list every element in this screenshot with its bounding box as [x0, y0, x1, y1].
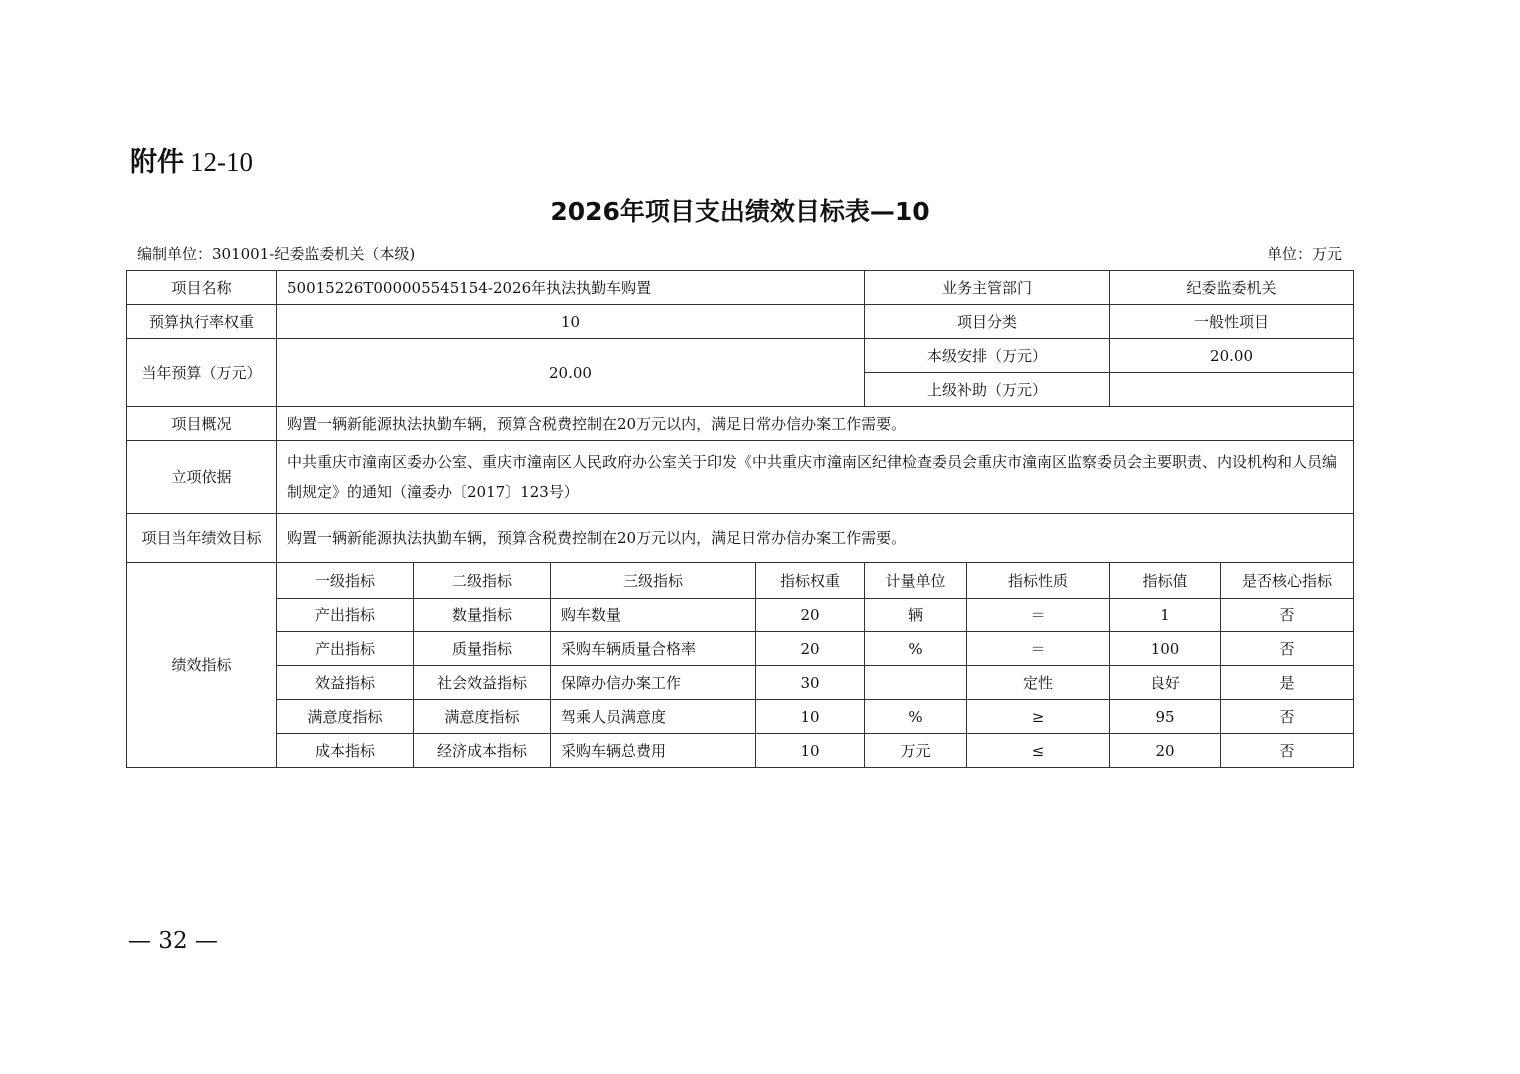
budget-value: 20.00	[277, 339, 865, 407]
core-cell: 否	[1221, 700, 1354, 734]
compiling-unit: 编制单位：301001-纪委监委机关（本级)	[137, 245, 416, 263]
weight-cell: 20	[756, 632, 865, 666]
local-budget-label: 本级安排（万元）	[865, 339, 1110, 373]
level3-cell: 保障办信办案工作	[551, 666, 756, 700]
nature-cell: ≥	[967, 700, 1110, 734]
unit-cell	[865, 666, 967, 700]
level3-cell: 购车数量	[551, 599, 756, 632]
core-cell: 否	[1221, 599, 1354, 632]
row-annual-goal	[127, 514, 1354, 563]
weight-label: 预算执行率权重	[127, 305, 277, 339]
unit-cell: %	[865, 632, 967, 666]
budget-label: 当年预算（万元）	[127, 339, 277, 407]
unit-cell: 辆	[865, 599, 967, 632]
nature-cell: ＝	[967, 632, 1110, 666]
attachment-number: 12-10	[190, 147, 253, 177]
category-label: 项目分类	[865, 305, 1110, 339]
basis-value: 中共重庆市潼南区委办公室、重庆市潼南区人民政府办公室关于印发《中共重庆市潼南区纪律检查委员会重庆市潼南区监察委员会主要职责、内设机构和人员编制规定》的通知（潼委办〔2017〕123号）	[277, 441, 1354, 514]
level1-cell: 满意度指标	[277, 700, 414, 734]
core-cell: 否	[1221, 632, 1354, 666]
nature-cell: 定性	[967, 666, 1110, 700]
row-budget	[127, 339, 1354, 373]
category-value: 一般性项目	[1110, 305, 1354, 339]
header-unit: 计量单位	[865, 563, 967, 599]
page-number: — 32 —	[128, 928, 218, 954]
basis-label: 立项依据	[127, 441, 277, 514]
level1-cell: 产出指标	[277, 632, 414, 666]
level1-cell: 效益指标	[277, 666, 414, 700]
weight-value: 10	[277, 305, 865, 339]
header-level3: 三级指标	[551, 563, 756, 599]
annual-goal-label: 项目当年绩效目标	[127, 514, 277, 563]
header-level2: 二级指标	[414, 563, 551, 599]
unit-cell: 万元	[865, 734, 967, 768]
level2-cell: 满意度指标	[414, 700, 551, 734]
core-cell: 否	[1221, 734, 1354, 768]
indicator-row	[127, 599, 1354, 632]
project-name-label: 项目名称	[127, 271, 277, 305]
performance-target-table	[126, 270, 1354, 768]
unit-cell: %	[865, 700, 967, 734]
level1-cell: 成本指标	[277, 734, 414, 768]
indicator-row	[127, 734, 1354, 768]
level2-cell: 经济成本指标	[414, 734, 551, 768]
header-core: 是否核心指标	[1221, 563, 1354, 599]
level3-cell: 采购车辆总费用	[551, 734, 756, 768]
value-cell: 1	[1110, 599, 1221, 632]
weight-cell: 10	[756, 734, 865, 768]
header-level1: 一级指标	[277, 563, 414, 599]
dept-label: 业务主管部门	[865, 271, 1110, 305]
indicator-row	[127, 666, 1354, 700]
weight-cell: 10	[756, 700, 865, 734]
attachment-word: 附件	[130, 147, 184, 178]
nature-cell: ＝	[967, 599, 1110, 632]
level2-cell: 数量指标	[414, 599, 551, 632]
indicator-header-row	[127, 563, 1354, 599]
indicators-section-label: 绩效指标	[127, 563, 277, 768]
value-cell: 95	[1110, 700, 1221, 734]
row-basis	[127, 441, 1354, 514]
dept-value: 纪委监委机关	[1110, 271, 1354, 305]
value-cell: 100	[1110, 632, 1221, 666]
value-cell: 良好	[1110, 666, 1221, 700]
upper-subsidy-value	[1110, 373, 1354, 407]
upper-subsidy-label: 上级补助（万元）	[865, 373, 1110, 407]
currency-unit: 单位：万元	[1266, 245, 1342, 263]
header-value: 指标值	[1110, 563, 1221, 599]
project-name-value: 50015226T000005545154-2026年执法执勤车购置	[277, 271, 865, 305]
row-weight	[127, 305, 1354, 339]
level3-cell: 驾乘人员满意度	[551, 700, 756, 734]
nature-cell: ≤	[967, 734, 1110, 768]
overview-value: 购置一辆新能源执法执勤车辆，预算含税费控制在20万元以内，满足日常办信办案工作需要。	[277, 407, 1354, 441]
overview-label: 项目概况	[127, 407, 277, 441]
level3-cell: 采购车辆质量合格率	[551, 632, 756, 666]
level1-cell: 产出指标	[277, 599, 414, 632]
level2-cell: 社会效益指标	[414, 666, 551, 700]
page-title: 2026年项目支出绩效目标表—10	[550, 197, 930, 226]
row-overview	[127, 407, 1354, 441]
indicator-row	[127, 700, 1354, 734]
indicator-row	[127, 632, 1354, 666]
header-weight: 指标权重	[756, 563, 865, 599]
header-nature: 指标性质	[967, 563, 1110, 599]
weight-cell: 20	[756, 599, 865, 632]
local-budget-value: 20.00	[1110, 339, 1354, 373]
core-cell: 是	[1221, 666, 1354, 700]
row-project-name	[127, 271, 1354, 305]
weight-cell: 30	[756, 666, 865, 700]
annual-goal-value: 购置一辆新能源执法执勤车辆，预算含税费控制在20万元以内，满足日常办信办案工作需要。	[277, 514, 1354, 563]
attachment-label	[130, 142, 253, 183]
value-cell: 20	[1110, 734, 1221, 768]
level2-cell: 质量指标	[414, 632, 551, 666]
